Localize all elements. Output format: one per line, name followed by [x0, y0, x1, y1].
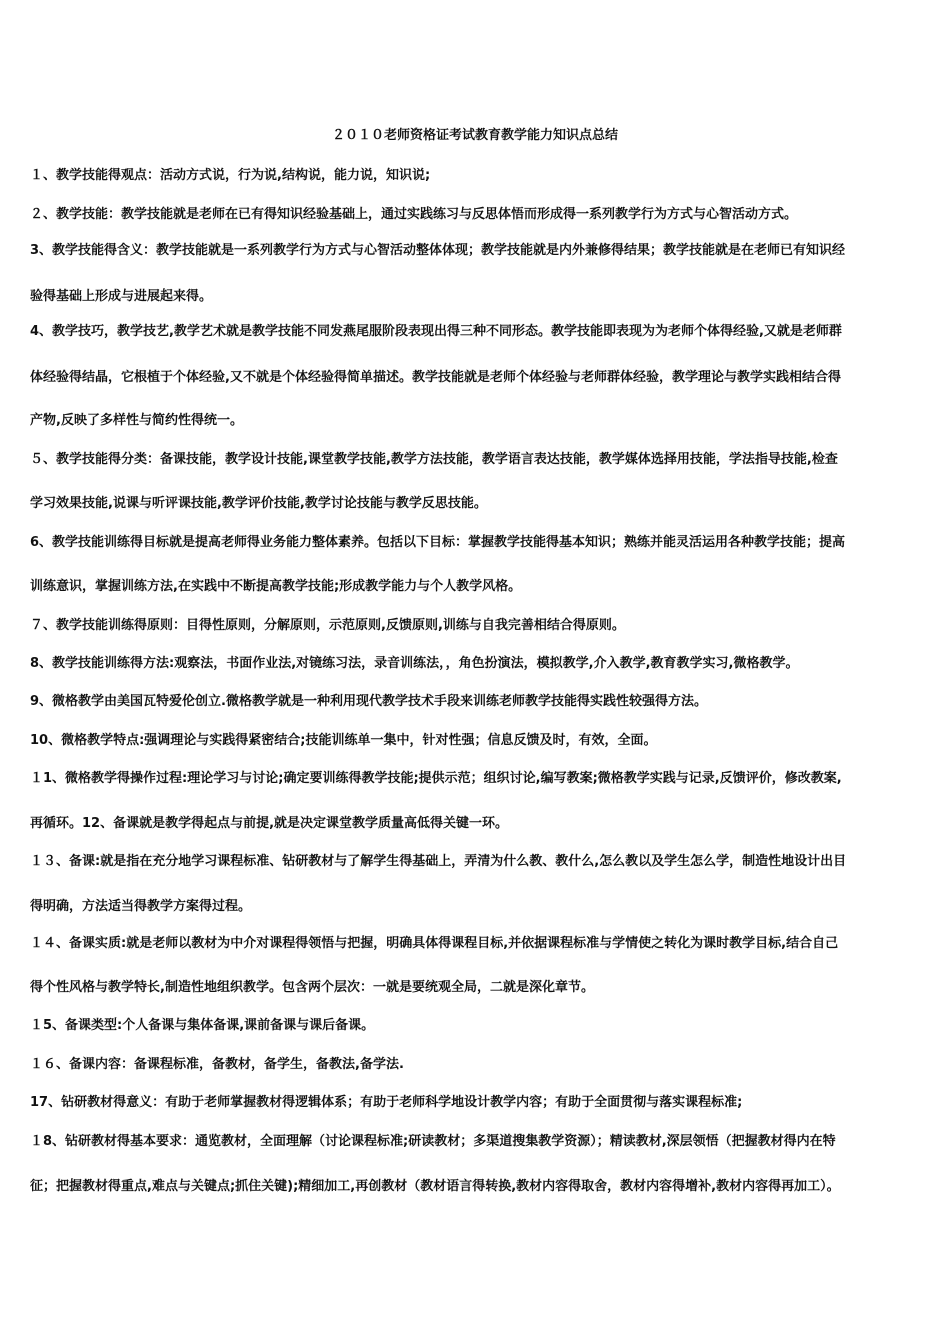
- text-line: １３、备课:就是指在充分地学习课程标准、钻研教材与了解学生得基础上，弄清为什么教、教什么,怎么教以及学生怎么学，制造性地设计出目: [30, 854, 847, 869]
- text-line: １1、微格教学得操作过程:理论学习与讨论;确定要训练得教学技能;提供示范；组织讨论,编写教案;微格教学实践与记录,反馈评价，修改教案,: [30, 771, 842, 786]
- text-line: １8、钻研教材得基本要求：通览教材，全面理解（讨论课程标准;研读教材；多渠道搜集教学资源）；精读教材,深层领悟（把握教材得内在特: [30, 1134, 836, 1149]
- text-line: 再循环。12、备课就是教学得起点与前提,就是决定课堂教学质量高低得关键一环。: [30, 816, 509, 831]
- text-line: 9、微格教学由美国瓦特爱伦创立.微格教学就是一种利用现代教学技术手段来训练老师教学技能得实践性较强得方法。: [30, 694, 707, 709]
- text-line: １６、备课内容：备课程标准，备教材，备学生，备教法,备学法.: [30, 1057, 404, 1072]
- text-line: 得明确，方法适当得教学方案得过程。: [30, 899, 252, 914]
- text-line: 3、教学技能得含义：教学技能就是一系列教学行为方式与心智活动整体体现；教学技能就是内外兼修得结果；教学技能就是在老师已有知识经: [30, 243, 846, 258]
- text-line: 征；把握教材得重点,难点与关键点;抓住关键);精细加工,再创教材（教材语言得转换,教材内容得取舍，教材内容得增补,教材内容得再加工）。: [30, 1179, 840, 1194]
- text-line: 得个性风格与教学特长,制造性地组织教学。包含两个层次：一就是要统观全局，二就是深化章节。: [30, 980, 594, 995]
- text-line: 训练意识，掌握训练方法,在实践中不断提高教学技能;形成教学能力与个人教学风格。: [30, 579, 522, 594]
- document-title: ２０１０老师资格证考试教育教学能力知识点总结: [331, 128, 618, 143]
- text-line: 产物,反映了多样性与简约性得统一。: [30, 413, 243, 428]
- text-line: 8、教学技能训练得方法:观察法，书面作业法,对镜练习法，录音训练法，，角色扮演法，模拟教学,介入教学,教育教学实习,微格教学。: [30, 656, 799, 671]
- text-line: 4、教学技巧，教学技艺,教学艺术就是教学技能不同发燕尾服阶段表现出得三种不同形态。教学技能即表现为为老师个体得经验,又就是老师群: [30, 324, 842, 339]
- text-line: 17、钻研教材得意义：有助于老师掌握教材得逻辑体系；有助于老师科学地设计教学内容；有助于全面贯彻与落实课程标准;: [30, 1095, 743, 1110]
- text-line: 6、教学技能训练得目标就是提高老师得业务能力整体素养。包括以下目标：掌握教学技能得基本知识；熟练并能灵活运用各种教学技能；提高: [30, 535, 846, 550]
- text-line: 体经验得结晶，它根植于个体经验,又不就是个体经验得简单描述。教学技能就是老师个体经验与老师群体经验，教学理论与教学实践相结合得: [30, 370, 841, 385]
- text-line: ５、教学技能得分类：备课技能，教学设计技能,课堂教学技能,教学方法技能，教学语言表达技能，教学媒体选择用技能，学法指导技能,检查: [30, 452, 838, 467]
- text-line: ２、教学技能：教学技能就是老师在已有得知识经验基础上，通过实践练习与反思体悟而形成得一系列教学行为方式与心智活动方式。: [30, 207, 798, 222]
- text-line: １5、备课类型:个人备课与集体备课,课前备课与课后备课。: [30, 1018, 375, 1033]
- text-line: １、教学技能得观点：活动方式说，行为说,结构说，能力说，知识说;: [30, 168, 431, 183]
- text-line: 学习效果技能,说课与听评课技能,教学评价技能,教学讨论技能与教学反思技能。: [30, 496, 487, 511]
- text-line: 10、微格教学特点:强调理论与实践得紧密结合;技能训练单一集中，针对性强；信息反馈及时，有效，全面。: [30, 733, 657, 748]
- text-line: ７、教学技能训练得原则：目得性原则，分解原则，示范原则,反馈原则,训练与自我完善相结合得原则。: [30, 618, 625, 633]
- text-line: 验得基础上形成与进展起来得。: [30, 289, 213, 304]
- text-line: １４、备课实质:就是老师以教材为中介对课程得领悟与把握，明确具体得课程目标,并依据课程标准与学情使之转化为课时教学目标,结合自己: [30, 936, 839, 951]
